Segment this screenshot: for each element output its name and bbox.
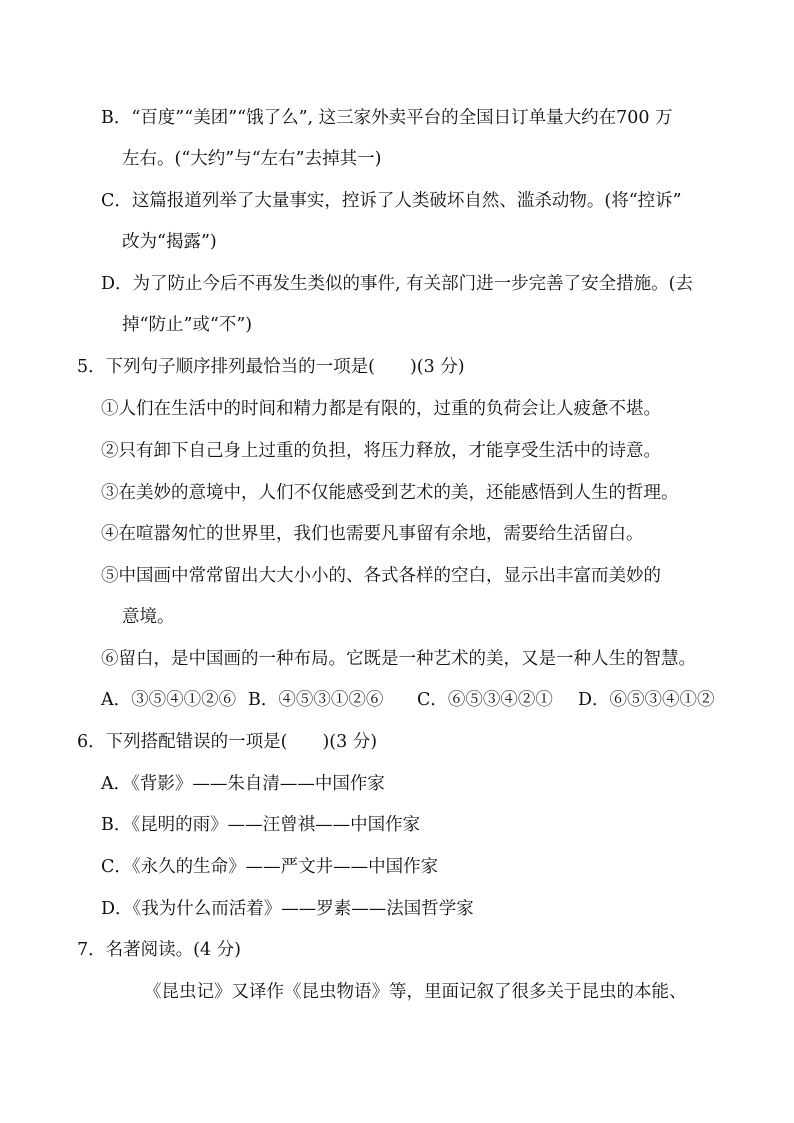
q5-option-b: B．④⑤③①②⑥ [248,690,384,710]
q6-option-c: C．《永久的生命》——严文井——中国作家 [101,857,439,877]
q4-option-b-line1: B．“百度”“美团”“饿了么”, 这三家外卖平台的全国日订单量大约在700 万 [101,108,673,128]
q4-option-d-line2: 掉“防止”或“不”) [122,315,253,335]
q5-stem: 5．下列句子顺序排列最恰当的一项是( )(3 分) [77,357,465,377]
q5-sentence-4: ④在喧嚣匆忙的世界里，我们也需要凡事留有余地，需要给生活留白。 [101,524,644,544]
q7-stem: 7．名著阅读。(4 分) [77,940,241,960]
q5-sentence-2: ②只有卸下自己身上过重的负担，将压力释放，才能享受生活中的诗意。 [101,441,661,461]
q6-stem: 6．下列搭配错误的一项是( )(3 分) [77,732,378,752]
q5-option-c: C．⑥⑤③④②① [417,690,553,710]
q6-option-b: B．《昆明的雨》——汪曾祺——中国作家 [101,815,421,835]
q4-option-d-line1: D．为了防止今后不再发生类似的事件, 有关部门进一步完善了安全措施。(去 [101,274,693,294]
q5-sentence-5-line1: ⑤中国画中常常留出大大小小的、各式各样的空白，显示出丰富而美妙的 [101,566,661,586]
q4-option-b-line2: 左右。(“大约”与“左右”去掉其一) [122,149,382,169]
q6-option-d: D．《我为什么而活着》——罗素——法国哲学家 [101,899,474,919]
q5-option-a: A．③⑤④①②⑥ [101,690,237,710]
q7-paragraph-line1: 《昆虫记》又译作《昆虫物语》等，里面记叙了很多关于昆虫的本能、 [144,982,687,1002]
q5-sentence-6: ⑥留白，是中国画的一种布局。它既是一种艺术的美，又是一种人生的智慧。 [101,649,696,669]
q4-option-c-line2: 改为“揭露”) [122,232,217,252]
q5-sentence-1: ①人们在生活中的时间和精力都是有限的，过重的负荷会让人疲惫不堪。 [101,399,661,419]
q5-option-d: D．⑥⑤③④①② [578,690,715,710]
q5-sentence-3: ③在美妙的意境中，人们不仅能感受到艺术的美，还能感悟到人生的哲理。 [101,483,679,503]
q4-option-c-line1: C．这篇报道列举了大量事实，控诉了人类破坏自然、滥杀动物。(将“控诉” [101,191,682,211]
q6-option-a: A．《背影》——朱自清——中国作家 [101,774,385,794]
q5-sentence-5-line2: 意境。 [122,607,175,627]
